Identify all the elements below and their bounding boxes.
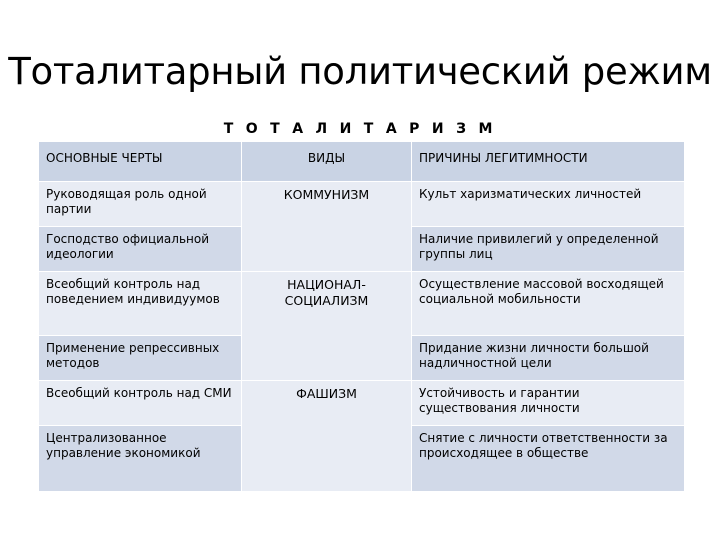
feature-cell: Руководящая роль одной партии: [39, 182, 242, 227]
table-header-row: [39, 142, 685, 182]
feature-cell: Применение репрессивных методов: [39, 336, 242, 381]
feature-cell: Централизованное управление экономикой: [39, 426, 242, 492]
feature-cell: Господство официальной идеологии: [39, 227, 242, 272]
page-title: Тоталитарный политический режим: [8, 50, 712, 93]
feature-cell: Всеобщий контроль над поведением индивидуумов: [39, 272, 242, 336]
totalitarianism-table: [38, 141, 685, 492]
table-caption: Т О Т А Л И Т А Р И З М: [223, 121, 497, 137]
kind-cell: ФАШИЗМ: [242, 381, 412, 492]
table-row: [39, 182, 685, 227]
header-kinds: ВИДЫ: [242, 142, 412, 182]
kind-cell: НАЦИОНАЛ-СОЦИАЛИЗМ: [242, 272, 412, 381]
reason-cell: Осуществление массовой восходящей социальной мобильности: [412, 272, 685, 336]
reason-cell: Наличие привилегий у определенной группы лиц: [412, 227, 685, 272]
reason-cell: Культ харизматических личностей: [412, 182, 685, 227]
header-reasons: ПРИЧИНЫ ЛЕГИТИМНОСТИ: [412, 142, 685, 182]
reason-cell: Устойчивость и гарантии существования личности: [412, 381, 685, 426]
reason-cell: Придание жизни личности большой надличностной цели: [412, 336, 685, 381]
reason-cell: Снятие с личности ответственности за происходящее в обществе: [412, 426, 685, 492]
table-row: [39, 272, 685, 336]
header-features: ОСНОВНЫЕ ЧЕРТЫ: [39, 142, 242, 182]
table-row: [39, 381, 685, 426]
kind-cell: КОММУНИЗМ: [242, 182, 412, 272]
feature-cell: Всеобщий контроль над СМИ: [39, 381, 242, 426]
